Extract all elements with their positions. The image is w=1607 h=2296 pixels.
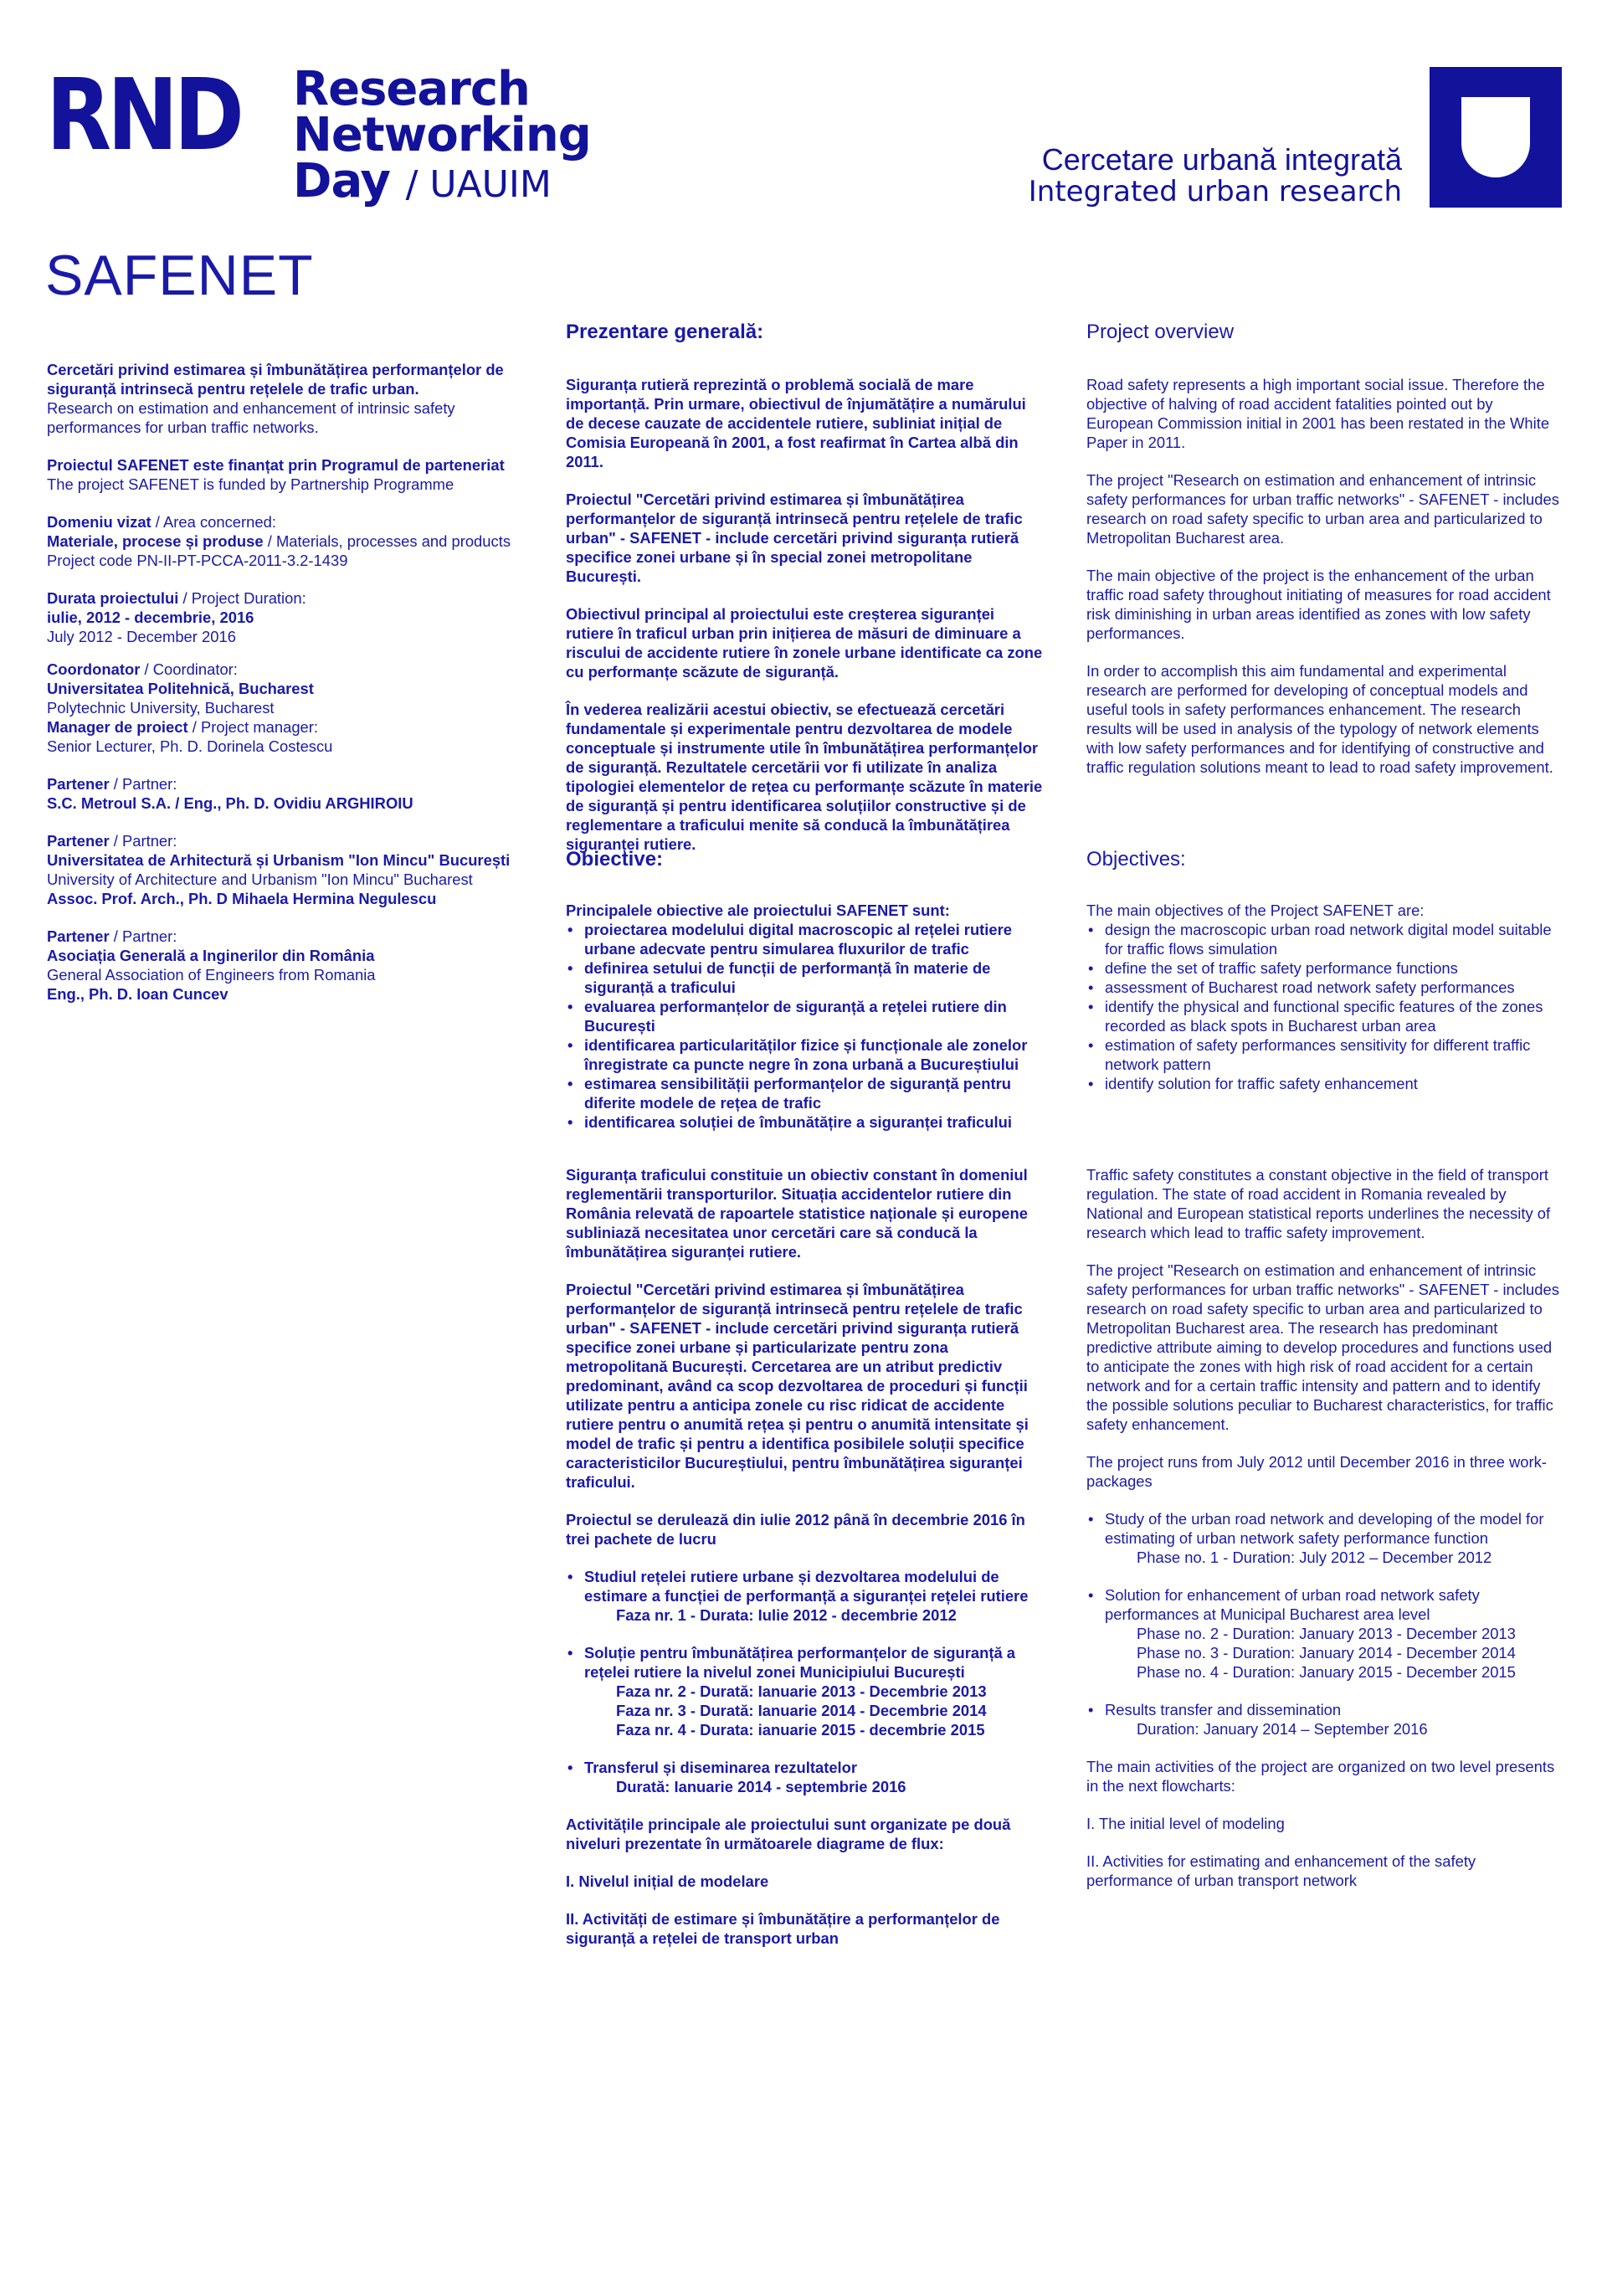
- partner-label-en: / Partner:: [113, 832, 177, 850]
- logo-line-day-text: Day: [293, 153, 391, 208]
- logo-line-research: Research: [293, 62, 530, 116]
- activities-ro: Activitățile principale ale proiectului sunt organizate pe două niveluri prezentate în următoarele diagrame de flux:: [566, 1816, 1011, 1852]
- overview-paragraph: The project "Research on estimation and enhancement of intrinsic safety performances for urban traffic networks" - SAFENET - includes research on road safety specific to urban area and particularized to Metropolitan Bucharest area.: [1086, 471, 1559, 547]
- partner-label-ro: Partener: [47, 832, 110, 850]
- domain-value: [47, 532, 532, 551]
- objective-item: • identify solution for traffic safety enhancement: [1086, 1074, 1563, 1093]
- tagline-en: Integrated urban research: [1028, 174, 1402, 208]
- overview-paragraph: Siguranța rutieră reprezintă o problemă socială de mare importanță. Prin urmare, obiectivul de înjumătățire a numărului de decese cauzate de accidentele rutiere, subliniat inițial de Comisia Europeană în 2001, a fost reafirmat în Cartea albă din 2011.: [566, 376, 1026, 470]
- duration-label-en: / Project Duration:: [182, 589, 306, 607]
- duration-label-ro: Durata proiectului: [47, 589, 179, 607]
- work-package-phase: Faza nr. 3 - Durată: Ianuarie 2014 - Decembrie 2014: [616, 1702, 987, 1719]
- overview-en: [1086, 320, 1563, 777]
- work-package-phase: Faza nr. 1 - Durata: Iulie 2012 - decembrie 2012: [616, 1606, 957, 1624]
- partner-2-line-ro: Universitatea de Arhitectură și Urbanism "Ion Mincu" București: [47, 851, 511, 869]
- objectives-list-en: [1086, 920, 1563, 1093]
- partner-3-label: [47, 927, 532, 946]
- manager-label-en: / Project manager:: [192, 718, 319, 736]
- partner-3-line-ro: Asociația Generală a Inginerilor din România: [47, 947, 375, 964]
- domain-label: [47, 512, 532, 532]
- coordinator-label-en: / Coordinator:: [144, 660, 238, 678]
- activities-en: The main activities of the project are organized on two level presents in the next flowcharts:: [1086, 1758, 1555, 1795]
- partner-2-person: Assoc. Prof. Arch., Ph. D Mihaela Hermina Negulescu: [47, 890, 437, 907]
- logo-suffix: / UAUIM: [405, 162, 552, 206]
- overview-paragraph: Obiectivul principal al proiectului este creșterea siguranței rutiere în traficul urban prin inițierea de măsuri de diminuare a riscului de accidente rutiere în zonele urbane identificate ca zone cu performanțe scăzute de siguranță.: [566, 605, 1043, 681]
- work-package-phase: Phase no. 3 - Duration: January 2014 - December 2014: [1137, 1644, 1516, 1662]
- shield-cutout: [1461, 97, 1530, 177]
- intro-ro: Cercetări privind estimarea și îmbunătățirea performanțelor de siguranță intrinsecă pentru rețelele de trafic urban.: [47, 361, 504, 398]
- details-paragraph: Proiectul "Cercetări privind estimarea și îmbunătățirea performanțelor de siguranță intrinsecă pentru rețelele de trafic urban" - SAFENET - include cercetări privind siguranța rutieră specifice zonei urbane și particularizate pentru zona metropolitană București. Cercetarea are un atribut predictiv predominant, având ca scop dezvoltarea de proceduri și funcții utilizate pentru a anticipa zonele cu risc ridicat de accidente rutiere pentru o anumită rețea și pentru o anumită intensitate și model de trafic și pentru a identifica posibilele soluții specifice caracteristicilor Bucureștiului, pentru îmbunătățirea siguranței traficului.: [566, 1281, 1029, 1491]
- work-package-title: Transferul și diseminarea rezultatelor: [584, 1759, 858, 1776]
- objectives-en: [1086, 847, 1563, 1093]
- work-package: [1086, 1700, 1563, 1739]
- partner-1-label: [47, 774, 532, 794]
- partner-label-en: / Partner:: [113, 927, 177, 945]
- project-info-column: [47, 360, 532, 1004]
- partner-label-ro: Partener: [47, 775, 110, 793]
- level2-ro: II. Activități de estimare și îmbunătățire a performanțelor de siguranță a rețelei de transport urban: [566, 1910, 1000, 1947]
- coordinator-ro: Universitatea Politehnică, Bucharest: [47, 680, 314, 697]
- rnd-logo-mark: RND: [46, 57, 240, 172]
- objective-item: • identificarea particularităților fizice și funcționale ale zonelor înregistrate ca puncte negre în zona urbană a Bucureștiului: [566, 1035, 1043, 1074]
- header-tagline: [1029, 144, 1402, 208]
- overview-paragraph: În vederea realizării acestui obiectiv, se efectuează cercetări fundamentale și experimentale pentru dezvoltarea de modele conceptuale și instrumente utile în îmbunătățirea performanțelor de siguranță. Rezultatele cercetării vor fi utilizate în analiza tipologiei elementelor de rețea cu performanțe scăzute în materie de siguranță și pentru identificarea soluțiilor constructive și de reglementare a traficului menite să conducă la îmbunătățirea siguranței rutiere.: [566, 701, 1043, 853]
- coordinator-en: Polytechnic University, Bucharest: [47, 699, 275, 717]
- work-package-phase: Faza nr. 2 - Durată: Ianuarie 2013 - Decembrie 2013: [616, 1682, 987, 1700]
- objectives-ro: [566, 847, 1043, 1132]
- overview-ro: [566, 320, 1043, 854]
- objective-item: • evaluarea performanțelor de siguranță a rețelei rutiere din București: [566, 997, 1043, 1035]
- uauim-shield-icon: [1430, 67, 1562, 208]
- coordinator-label-ro: Coordonator: [47, 660, 141, 678]
- work-package: [566, 1758, 1043, 1796]
- duration-label: [47, 588, 532, 608]
- details-paragraph: Proiectul se derulează din iulie 2012 până în decembrie 2016 în trei pachete de lucru: [566, 1511, 1025, 1548]
- objectives-intro-ro: Principalele obiective ale proiectului SAFENET sunt:: [566, 901, 950, 919]
- overview-heading-en: Project overview: [1086, 321, 1235, 343]
- partner-1-line: S.C. Metroul S.A. / Eng., Ph. D. Ovidiu ARGHIROIU: [47, 794, 413, 812]
- domain-label-ro: Domeniu vizat: [47, 513, 151, 531]
- work-packages-ro: [566, 1567, 1043, 1796]
- rnd-logo-title: [293, 62, 591, 208]
- objective-item: • define the set of traffic safety performance functions: [1086, 958, 1563, 978]
- domain-value-ro: Materiale, procese și produse: [47, 532, 264, 550]
- intro-en: Research on estimation and enhancement of intrinsic safety performances for urban traffic networks.: [47, 399, 455, 436]
- partner-2-line-en: University of Architecture and Urbanism "Ion Mincu" Bucharest: [47, 871, 473, 888]
- funding-ro: Proiectul SAFENET este finanțat prin Programul de parteneriat: [47, 456, 505, 474]
- details-paragraph: The project runs from July 2012 until December 2016 in three work-packages: [1086, 1453, 1547, 1490]
- objectives-heading-en: Objectives:: [1086, 848, 1186, 871]
- overview-paragraph: Proiectul "Cercetări privind estimarea și îmbunătățirea performanțelor de siguranță intrinsecă pentru rețelele de trafic urban" - SAFENET - include cercetări privind siguranța rutieră specifice zonei urbane și în special zonei metropolitane București.: [566, 491, 1023, 585]
- work-package-title: Studiul rețelei rutiere urbane și dezvoltarea modelului de estimare a funcției de performanță a siguranței rețelei rutiere: [584, 1568, 1029, 1605]
- objective-item: • estimarea sensibilității performanțelor de siguranță pentru diferite modele de rețea de trafic: [566, 1074, 1043, 1112]
- work-package: [566, 1567, 1043, 1625]
- work-package: [566, 1643, 1043, 1739]
- objective-item: • estimation of safety performances sensitivity for different traffic network pattern: [1086, 1035, 1563, 1074]
- partner-label-en: / Partner:: [113, 775, 177, 793]
- work-package-title: Solution for enhancement of urban road network safety performances at Municipal Bucharest area level: [1105, 1586, 1480, 1623]
- details-paragraph: Siguranța traficului constituie un obiectiv constant în domeniul reglementării transporturilor. Situația accidentelor rutiere din România relevată de rapoartele statistice naționale și europene subliniază necesitatea unor cercetări care să conducă la îmbunătățirea siguranței rutiere.: [566, 1166, 1028, 1261]
- logo-line-day: [293, 153, 591, 208]
- work-package-phase: Phase no. 1 - Duration: July 2012 – December 2012: [1137, 1549, 1492, 1566]
- project-title: SAFENET: [45, 244, 314, 307]
- work-package-phase: Durată: Ianuarie 2014 - septembrie 2016: [616, 1778, 906, 1795]
- project-code: Project code PN-II-PT-PCCA-2011-3.2-1439: [47, 552, 348, 569]
- objective-item: • definirea setului de funcții de performanță în materie de siguranță a traficului: [566, 958, 1043, 997]
- logo-line-networking: Networking: [293, 107, 591, 162]
- level1-en: I. The initial level of modeling: [1086, 1815, 1285, 1832]
- work-package-phase: Phase no. 4 - Duration: January 2015 - December 2015: [1137, 1663, 1516, 1681]
- domain-value-en: / Materials, processes and products: [267, 532, 511, 550]
- objective-item: • assessment of Bucharest road network safety performances: [1086, 978, 1563, 997]
- work-packages-en: [1086, 1509, 1563, 1739]
- overview-paragraph: Road safety represents a high important social issue. Therefore the objective of halving of road accident fatalities pointed out by European Commission initial in 2001 has been restated in the White Paper in 2011.: [1086, 376, 1550, 451]
- overview-heading-ro: Prezentare generală:: [566, 321, 764, 343]
- level1-ro: I. Nivelul inițial de modelare: [566, 1872, 769, 1890]
- partner-3-person: Eng., Ph. D. Ioan Cuncev: [47, 985, 228, 1003]
- details-paragraph: Traffic safety constitutes a constant objective in the field of transport regulation. The state of road accident in Romania revealed by National and European statistical reports underlines the necessity of research which lead to traffic safety improvement.: [1086, 1166, 1551, 1241]
- work-package-phase: Phase no. 2 - Duration: January 2013 - December 2013: [1137, 1625, 1516, 1642]
- manager-label: [47, 717, 532, 737]
- partner-2-label: [47, 831, 532, 850]
- level2-en: II. Activities for estimating and enhancement of the safety performance of urban transport network: [1086, 1852, 1476, 1889]
- funding-en: The project SAFENET is funded by Partnership Programme: [47, 475, 454, 493]
- tagline-ro: Cercetare urbană integrată: [1041, 142, 1402, 177]
- partner-label-ro: Partener: [47, 927, 110, 945]
- details-paragraph: The project "Research on estimation and enhancement of intrinsic safety performances for urban traffic networks" - SAFENET - includes research on road safety specific to urban area and particularized to Metropolitan Bucharest area. The research has predominant predictive attribute aiming to develop procedures and functions used to anticipate the zones with high risk of road accident for a certain network and for a certain traffic intensity and pattern and to identify the possible solutions peculiar to Bucharest characteristics, for traffic safety enhancement.: [1086, 1261, 1559, 1433]
- work-package-phase: Faza nr. 4 - Durata: ianuarie 2015 - decembrie 2015: [616, 1721, 985, 1739]
- objective-item: • design the macroscopic urban road network digital model suitable for traffic flows simulation: [1086, 920, 1563, 958]
- objective-item: • identificarea soluției de îmbunătățire a siguranței traficului: [566, 1112, 1043, 1132]
- overview-paragraph: In order to accomplish this aim fundamental and experimental research are performed for developing of conceptual models and useful tools in safety performances enhancement. The research results will be used in analysis of the typology of network elements with low safety performances and for identifying of constructive and traffic regulation solutions meant to lead to road safety improvement.: [1086, 662, 1553, 776]
- duration-en: July 2012 - December 2016: [47, 628, 236, 645]
- work-package: [1086, 1509, 1563, 1567]
- overview-paragraph: The main objective of the project is the enhancement of the urban traffic road safety throughout initiating of measures for road accident risk diminishing in urban areas identified as zones with low safety performances.: [1086, 567, 1551, 642]
- objectives-list-ro: [566, 920, 1043, 1132]
- duration-ro: iulie, 2012 - decembrie, 2016: [47, 609, 254, 626]
- work-package: [1086, 1585, 1563, 1682]
- objective-item: • proiectarea modelului digital macroscopic al rețelei rutiere urbane adecvate pentru simularea fluxurilor de trafic: [566, 920, 1043, 958]
- details-en: [1086, 1165, 1563, 1890]
- work-package-phase: Duration: January 2014 – September 2016: [1137, 1720, 1428, 1738]
- domain-label-en: / Area concerned:: [155, 513, 276, 531]
- work-package-title: Results transfer and dissemination: [1105, 1701, 1342, 1718]
- objective-item: • identify the physical and functional specific features of the zones recorded as black spots in Bucharest urban area: [1086, 997, 1563, 1035]
- partner-3-line-en: General Association of Engineers from Romania: [47, 966, 376, 984]
- work-package-title: Study of the urban road network and developing of the model for estimating of urban network safety performance function: [1105, 1510, 1544, 1547]
- details-ro: [566, 1165, 1043, 1948]
- objectives-intro-en: The main objectives of the Project SAFENET are:: [1086, 901, 1425, 919]
- work-package-title: Soluție pentru îmbunătățirea performanțelor de siguranță a rețelei rutiere la nivelul zonei Municipiului București: [584, 1644, 1016, 1681]
- manager-name: Senior Lecturer, Ph. D. Dorinela Costescu: [47, 737, 333, 755]
- coordinator-label: [47, 660, 532, 679]
- manager-label-ro: Manager de proiect: [47, 718, 188, 736]
- objectives-heading-ro: Obiective:: [566, 848, 664, 871]
